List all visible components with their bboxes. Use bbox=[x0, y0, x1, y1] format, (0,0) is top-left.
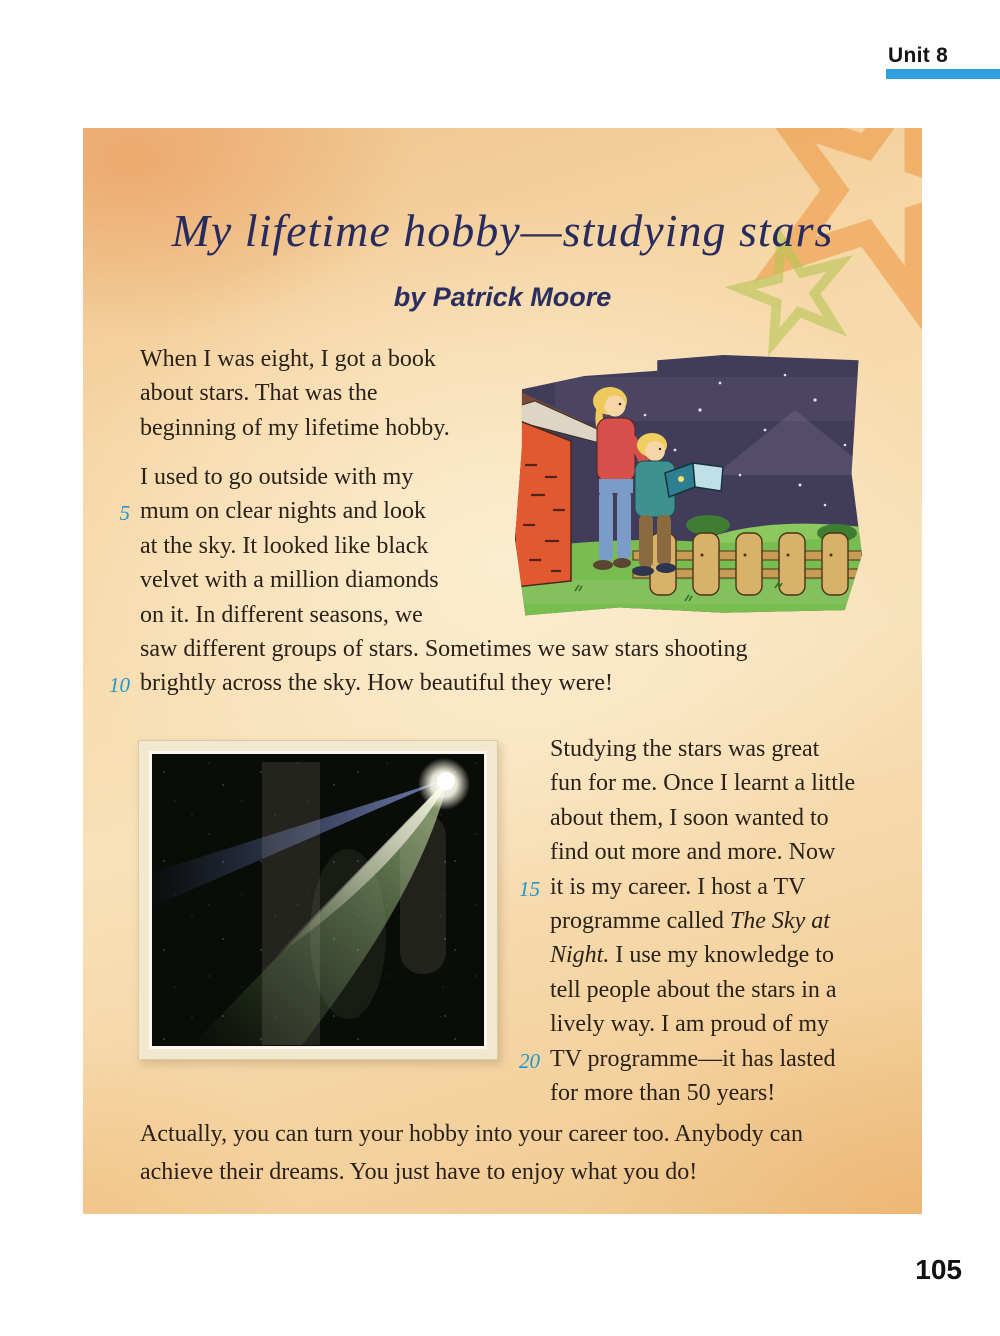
line-text: velvet with a million diamonds bbox=[140, 567, 439, 594]
text-line bbox=[140, 598, 747, 632]
text-line bbox=[140, 376, 450, 410]
line-text: achieve their dreams. You just have to enjoy what you do! bbox=[140, 1158, 698, 1185]
comet-photo-frame bbox=[138, 740, 498, 1060]
text-line bbox=[550, 904, 855, 938]
line-number: 15 bbox=[519, 876, 540, 901]
line-number: 20 bbox=[519, 1048, 540, 1073]
text-line bbox=[550, 1076, 855, 1110]
page-number: 105 bbox=[915, 1254, 962, 1285]
line-text: about stars. That was the bbox=[140, 380, 378, 407]
watermark-shape bbox=[400, 814, 446, 974]
paragraph-1 bbox=[140, 342, 450, 445]
text-line bbox=[519, 1042, 855, 1076]
line-text: Actually, you can turn your hobby into your career too. Anybody can bbox=[140, 1121, 803, 1147]
comet-illustration bbox=[152, 754, 483, 1045]
line-text: brightly across the sky. How beautiful they were! bbox=[140, 670, 613, 697]
text-line bbox=[140, 460, 747, 494]
article-byline: by Patrick Moore bbox=[393, 282, 612, 312]
text-line bbox=[550, 766, 855, 800]
text-line bbox=[140, 342, 450, 376]
line-text: on it. In different seasons, we bbox=[140, 601, 423, 628]
text-line bbox=[519, 870, 855, 904]
line-number: 5 bbox=[119, 501, 130, 526]
line-text: for more than 50 years! bbox=[550, 1080, 776, 1107]
line-text: mum on clear nights and look bbox=[140, 498, 426, 525]
line-text: programme called bbox=[550, 908, 730, 935]
text-line bbox=[119, 494, 747, 528]
unit-label: Unit 8 bbox=[888, 44, 949, 67]
line-text: I use my knowledge to bbox=[609, 942, 834, 969]
line-text: tell people about the stars in a bbox=[550, 976, 837, 1003]
watermark-shape bbox=[262, 762, 320, 1045]
article-title: My lifetime hobby—studying stars bbox=[171, 205, 834, 256]
comet-photo bbox=[149, 751, 487, 1049]
line-text: beginning of my lifetime hobby. bbox=[140, 414, 450, 441]
content-panel bbox=[83, 128, 922, 1214]
line-text: saw different groups of stars. Sometimes we saw stars shooting bbox=[140, 636, 748, 663]
line-text-italic: Night. bbox=[550, 942, 610, 969]
text-line bbox=[140, 529, 747, 563]
line-text-italic: The Sky at bbox=[729, 908, 830, 935]
text-line bbox=[550, 835, 855, 869]
line-number: 10 bbox=[109, 673, 130, 698]
watermark-shape bbox=[310, 849, 386, 1019]
text-line bbox=[550, 1007, 855, 1041]
paragraph-2 bbox=[109, 460, 748, 701]
line-text: lively way. I am proud of my bbox=[550, 1011, 830, 1038]
text-line bbox=[140, 411, 450, 445]
line-text: it is my career. I host a TV bbox=[550, 873, 806, 900]
line-text: I used to go outside with my bbox=[140, 464, 414, 490]
line-text: Studying the stars was great bbox=[550, 736, 820, 762]
text-line bbox=[140, 632, 747, 666]
text-line bbox=[140, 1116, 803, 1154]
text-line bbox=[140, 1154, 803, 1192]
text-line bbox=[140, 563, 747, 597]
line-text: at the sky. It looked like black bbox=[140, 532, 429, 559]
text-line bbox=[550, 801, 855, 835]
text-line bbox=[550, 973, 855, 1007]
text-line bbox=[550, 732, 855, 766]
line-text: TV programme—it has lasted bbox=[550, 1045, 836, 1072]
text-line bbox=[109, 666, 747, 700]
line-text: When I was eight, I got a book bbox=[140, 346, 436, 372]
paragraph-3 bbox=[519, 732, 856, 1110]
paragraph-4 bbox=[140, 1116, 803, 1191]
line-text: fun for me. Once I learnt a little bbox=[550, 770, 856, 797]
comet-nucleus bbox=[437, 772, 455, 790]
line-text: about them, I soon wanted to bbox=[550, 804, 829, 831]
text-line bbox=[550, 938, 855, 972]
line-text: find out more and more. Now bbox=[550, 839, 836, 866]
unit-underline-bar bbox=[886, 69, 1000, 79]
